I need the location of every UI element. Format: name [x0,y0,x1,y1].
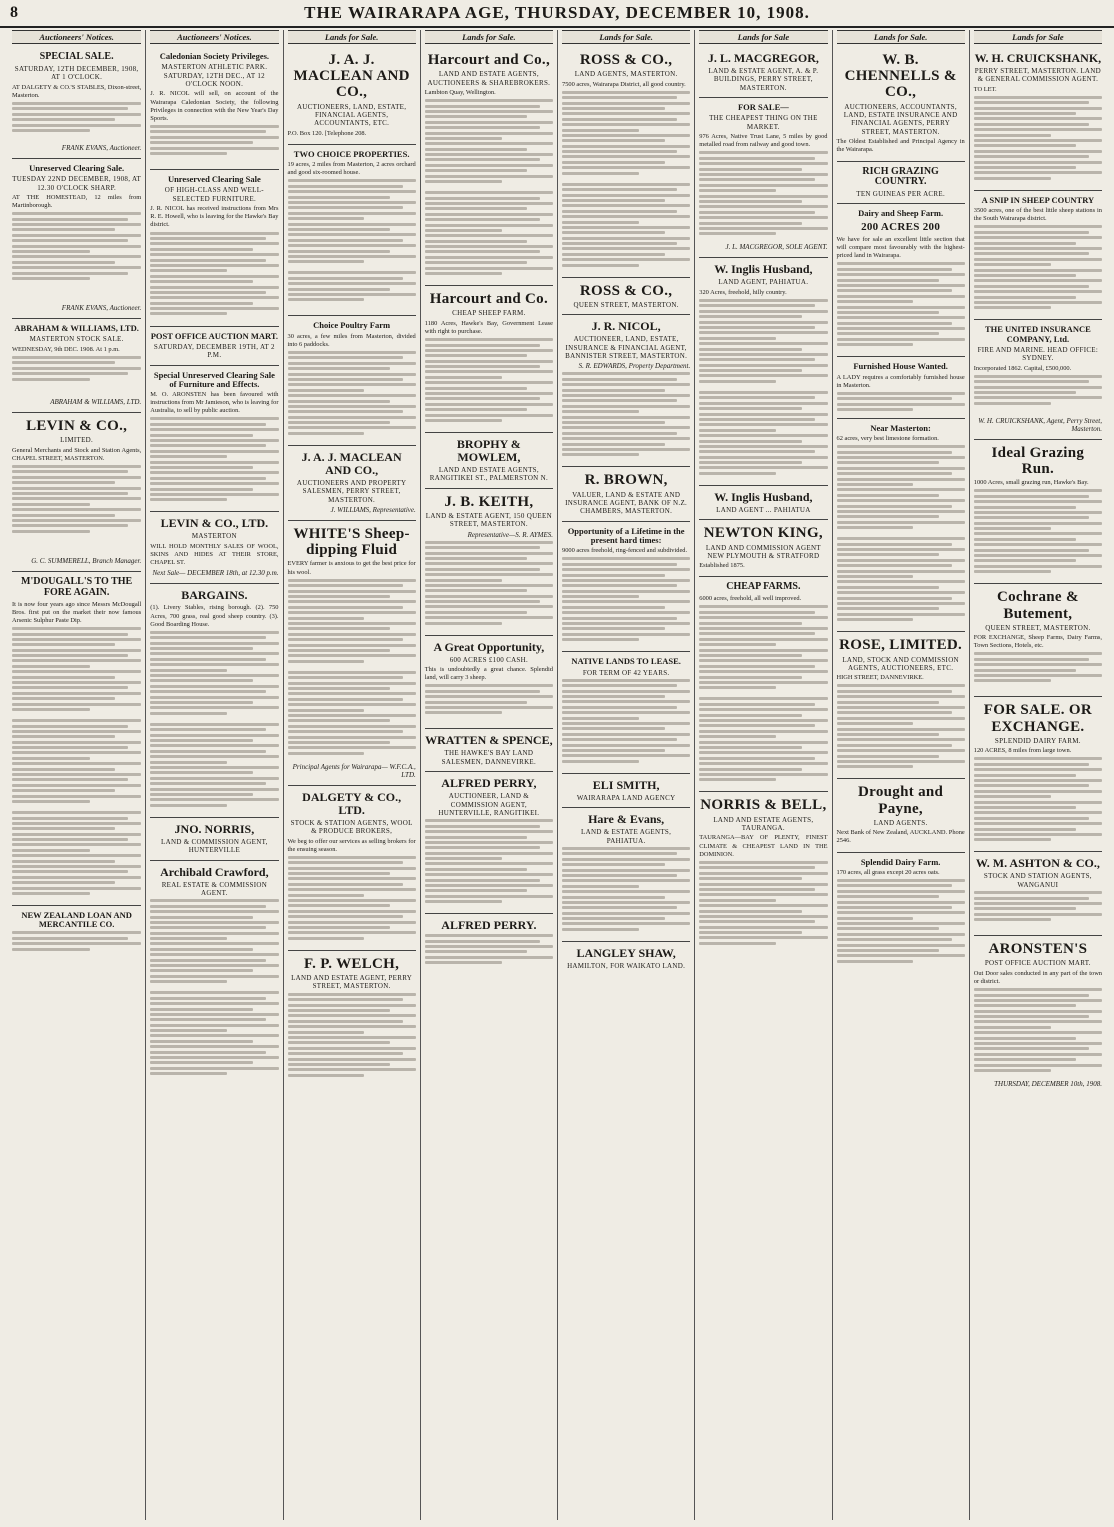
ad-text: 170 acres, all grass except 20 acres oats. [836,868,940,876]
ad-text: M. O. ARONSTEN has been favoured with instructions from Mr Jamieson, who is leaving for Australia, to sell by public auction. [150,390,279,415]
ad-poultry-farm [288,316,416,446]
ad-body-lines [425,934,553,974]
ad-title: THE UNITED INSURANCE COMPANY, Ltd. [984,324,1091,344]
ad-title: Near Masterton: [870,422,931,433]
column-header: Lands for Sale [699,30,827,44]
ad-body-lines [12,931,141,953]
ad-dairy-sheep [837,204,965,357]
ad-body-lines [12,719,141,809]
column-7 [832,30,969,1520]
column-header: Auctioneers' Notices. [12,30,141,44]
ad-title: Special Unreserved Clearing Sale of Furniture and Effects. [153,369,275,389]
ad-archibald-crawford [150,861,278,1086]
ad-subtitle: AUCTIONEERS AND PROPERTY SALESMEN, PERRY STREET, MASTERTON. [296,478,407,504]
ad-subtitle: LAND AND ESTATE AGENT, PERRY STREET, MASTERTON. [291,974,413,991]
ad-body-lines [699,391,827,481]
ad-subtitle: MASTERTON STOCK SALE. [29,335,124,344]
page-number: 8 [10,4,18,21]
ad-body-lines [974,652,1102,692]
ad-body-lines [425,338,553,428]
ad-body-lines [288,351,416,441]
ad-title: NATIVE LANDS TO LEASE. [571,656,681,667]
ad-subtitle: FOR TERM OF 42 YEARS. [582,668,670,677]
ad-levin-wool [150,512,278,584]
ad-subtitle: CHEAP SHEEP FARM. [452,309,526,318]
ad-body-lines [12,212,141,302]
ad-text: Out Door sales conducted in any part of the town or district. [973,969,1102,985]
ad-subtitle: AUCTIONEER, LAND & COMMISSION AGENT, HUNTERVILLE, RANGITIKEI. [438,792,540,817]
ad-body-lines [562,557,690,647]
ad-body-lines [562,372,690,462]
ad-macgregor [699,47,827,98]
ad-harcourt [425,47,553,286]
ad-subtitle: LAND & COMMISSION AGENT, HUNTERVILLE [161,837,268,855]
ad-text: A LADY requires a comfortably furnished house in Masterton. [836,373,965,389]
ad-eli-smith [562,774,690,808]
ad-body-lines [288,579,416,669]
ad-unreserved-furniture [150,170,278,327]
ad-alfred-perry-2 [425,914,553,978]
ad-inglis-husband [699,258,827,486]
ad-body-lines [974,225,1102,315]
ad-subtitle: LAND AGENTS. [873,818,928,827]
column-2 [145,30,282,1520]
ad-subtitle: LAND & ESTATE AGENTS, PAHIATUA. [581,828,672,845]
ad-signature: FRANK EVANS, Auctioneer. [61,143,142,152]
ad-title: F. P. WELCH, [304,955,400,972]
ad-title: Dairy and Sheep Farm. [858,208,944,219]
ad-aronstens [974,936,1102,1094]
ad-signature: J. WILLIAMS, Representative. [330,506,416,515]
ad-title: POST OFFICE AUCTION MART. [150,330,279,341]
ad-subtitle: WAIRARAPA LAND AGENCY [576,793,676,802]
ad-body-lines [974,96,1102,186]
ad-maclean [288,47,416,145]
ad-title: DALGETY & CO., LTD. [302,789,402,817]
ad-subtitle: AUCTIONEER, LAND, ESTATE, INSURANCE & FINANCIAL AGENT, BANNISTER STREET, MASTERTON. [565,335,688,361]
ad-ashton [974,852,1102,936]
ad-title: ROSE, LIMITED. [839,637,963,654]
ad-title: ARONSTEN'S [988,941,1088,958]
ad-body-lines [150,899,278,989]
ad-signature: THURSDAY, DECEMBER 10th, 1908. [994,1080,1102,1089]
ad-title: J. L. MACGREGOR, [707,51,819,65]
ad-signature: Representative—S. R. AYMES. [467,530,553,539]
ad-title: LEVIN & CO., LTD. [160,516,269,531]
ad-subtitle: POST OFFICE AUCTION MART. [984,959,1091,968]
ad-title: WRATTEN & SPENCE, [425,733,553,748]
ad-title: ELI SMITH, [592,777,660,792]
ad-body-lines [699,605,827,695]
ad-text: J. R. NICOL has received instructions from Mrs R. E. Howell, who is leaving for the Hawke's Bay district. [150,205,279,229]
column-4 [420,30,557,1520]
ad-text: 9000 acres freehold, ring-fenced and subdivided. [562,547,688,555]
ad-body-lines [425,99,553,189]
column-header: Lands for Sale. [288,30,416,44]
ad-body-lines [288,993,416,1083]
masthead [0,0,1114,28]
ad-subtitle: 600 ACRES £100 CASH. [449,655,529,664]
ad-inglis-husband-2 [699,486,827,520]
ad-subtitle: LAND AND ESTATE AGENTS, AUCTIONEERS & SHAREBROKERS. [427,70,551,87]
ad-text: P.O. Box 120. [Telephone 208. [287,129,367,137]
ad-wratten-spence [425,729,553,772]
ad-title: Unreserved Clearing Sale [167,174,261,185]
ad-text: (1). Livery Stables, rising borough. (2). 750 Acres, 700 grass, real good sheep country. (3). Good Boarding House. [150,604,279,628]
ad-subtitle: LAND AND COMMISSION AGENT NEW PLYMOUTH & STRATFORD [705,543,821,560]
ad-body-lines [974,489,1102,579]
ad-text: AT DALGETY & CO.'S STABLES, Dixon-street, Masterton. [12,83,142,99]
ad-text: TAURANGA—BAY OF PLENTY, FINEST CLIMATE & CHEAPEST LAND IN THE DOMINION. [699,834,828,858]
ad-body-lines [837,445,965,535]
ad-text: 1000 Acres, small grazing run, Hawke's Bay. [973,479,1089,487]
ad-for-sale-cheapest [699,98,827,258]
ad-text: 120 ACRES, 8 miles from large town. [973,747,1072,755]
ad-title: LEVIN & CO., [26,418,128,435]
ad-subtitle: SPLENDID DAIRY FARM. [994,736,1081,745]
ad-title: ALFRED PERRY, [441,776,537,791]
ad-caledonian [150,47,278,170]
ad-signature: G. C. SUMMERELL, Branch Manager. [31,556,142,565]
ad-furnished-house [837,357,965,419]
ad-newton-king [699,520,827,577]
ad-title: TWO CHOICE PROPERTIES. [293,148,410,159]
ad-body-lines [150,232,278,322]
ad-title: LANGLEY SHAW, [576,946,676,960]
ad-subtitle: OF HIGH-CLASS AND WELL-SELECTED FURNITURE. [164,186,264,203]
ad-body-lines [288,856,416,946]
ad-title: Caledonian Society Privileges. [159,51,270,61]
ad-body-lines [12,811,141,901]
ad-body-lines [562,847,690,937]
ad-whites-fluid [288,521,416,786]
ad-body-lines [562,679,690,769]
ad-title: FOR SALE— [737,102,789,113]
ad-text: HIGH STREET, DANNEVIRKE. [836,674,924,682]
ad-levin-co [12,413,141,572]
ad-body-lines [425,819,553,909]
ad-signature: ABRAHAM & WILLIAMS, LTD. [50,398,142,407]
ad-title: Unreserved Clearing Sale. [29,162,125,173]
ad-body-lines [288,671,416,761]
ad-title: A Great Opportunity, [433,639,545,654]
ad-signature: Next Sale— DECEMBER 18th, at 12.30 p.m. [152,569,279,578]
ad-title: W. M. ASHTON & CO., [975,856,1100,871]
ad-body-lines [699,151,827,241]
ad-title: ALFRED PERRY. [441,918,537,933]
ad-body-lines [12,102,141,142]
ad-title: Choice Poultry Farm [313,320,391,331]
ad-title: Opportunity of a Lifetime in the present hard times: [567,525,685,545]
ad-text: EVERY farmer is anxious to get the best price for his wool. [287,560,416,576]
ad-title: Ideal Grazing Run. [991,444,1085,477]
ad-subtitle: STOCK AND STATION AGENTS, WANGANUI [983,872,1092,889]
ad-body-lines [974,988,1102,1078]
ad-ross-co [562,47,690,278]
newspaper-title: THE WAIRARAPA AGE, THURSDAY, DECEMBER 10, 1908. [304,3,810,22]
ad-body-lines [837,879,965,969]
ad-subtitle: AUCTIONEERS, LAND, ESTATE, FINANCIAL AGENTS, ACCOUNTANTS, ETC. [296,102,407,128]
ad-title: Furnished House Wanted. [853,361,948,372]
ad-body-lines [974,757,1102,847]
ad-cheap-farms [699,577,827,792]
ad-bargains [150,584,278,818]
ad-title: RICH GRAZING COUNTRY. [862,165,939,188]
ad-fp-welch [288,951,416,1087]
ad-rose-limited [837,632,965,779]
ad-title: A SNIP IN SHEEP COUNTRY [981,194,1095,205]
ad-subtitle: FIRE AND MARINE. HEAD OFFICE: SYDNEY. [977,345,1099,363]
ad-title: CHEAP FARMS. [726,581,801,593]
ad-body-lines [150,417,278,507]
ad-title: SPECIAL SALE. [39,51,114,62]
ad-text: Next Bank of New Zealand, AUCKLAND. Phone 2546. [836,829,965,845]
ad-maclean-2 [288,446,416,521]
ad-subtitle: 200 ACRES 200 [861,220,941,233]
ad-clearing-sale [12,159,141,319]
ad-body-lines [150,631,278,721]
ad-great-opportunity [425,636,553,730]
ad-title: Hare & Evans, [588,812,665,827]
ad-subtitle: MASTERTON [191,532,237,541]
ad-text: 19 acres, 2 miles from Masterton, 2 acres orchard and good six-roomed house. [287,161,416,177]
ad-text: FOR EXCHANGE, Sheep Farms, Dairy Farms, Town Sections, Hotels, etc. [973,634,1102,650]
ad-title: ROSS & CO., [579,282,673,299]
ad-native-lands [562,652,690,774]
ad-body-lines [425,541,553,631]
ad-title: J. R. NICOL, [591,319,661,334]
ad-subtitle: LAND AND ESTATE AGENTS, RANGITIKEI ST., PALMERSTON N. [429,466,548,483]
ad-title: WHITE'S Sheep-dipping Fluid [293,526,410,559]
ad-text: This is undoubtedly a great chance. Splendid land, will carry 3 sheep. [424,666,553,682]
ad-subtitle: LAND & ESTATE AGENT, A. & P. BUILDINGS, PERRY STREET, MASTERTON. [708,66,819,92]
ad-text: 3500 acres, one of the best little sheep stations in the South Wairarapa district. [973,207,1102,223]
column-header: Auctioneers' Notices. [150,30,278,44]
column-header: Lands for Sale. [562,30,690,44]
ad-subtitle: VALUER, LAND & ESTATE AND INSURANCE AGENT, BANK OF N.Z. CHAMBERS, MASTERTON. [565,490,688,516]
ad-subtitle: THE HAWKE'S BAY LAND SALESMEN, DANNEVIRKE. [441,749,537,766]
ad-body-lines [837,537,965,627]
ad-post-office-mart [150,327,278,366]
ad-drought-payne [837,779,965,852]
ad-body-lines [12,465,141,555]
ad-opportunity-lifetime [562,522,690,653]
ad-text: Incorporated 1862. Capital, £500,000. [973,364,1072,372]
ad-body-lines [288,271,416,311]
ad-signature: FRANK EVANS, Auctioneer. [61,304,142,313]
ad-body-lines [150,723,278,813]
ad-signature: W. H. CRUICKSHANK, Agent, Perry Street, Masterton. [978,416,1102,433]
ad-subtitle: QUEEN STREET, MASTERTON. [985,623,1091,632]
ad-body-lines [12,627,141,717]
ad-body-lines [425,684,553,724]
ad-subtitle: LAND AND ESTATE AGENTS, TAURANGA. [713,815,814,833]
ad-subtitle: PERRY STREET, MASTERTON. LAND & GENERAL COMMISSION AGENT. [974,66,1101,84]
ad-title: J. A. J. MACLEAN AND CO., [301,450,402,477]
ad-title: J. A. J. MACLEAN AND CO., [293,52,410,101]
ad-text: AT THE HOMESTEAD, 12 miles from Martinborough. [12,193,142,210]
column-1 [8,30,145,1520]
ad-signature: J. L. MACGREGOR, SOLE AGENT. [725,243,828,252]
ad-subtitle: HAMILTON, FOR WAIKATO LAND. [567,961,686,970]
ad-dalgety [288,786,416,951]
ad-snip-sheep [974,191,1102,321]
ad-title: NEW ZEALAND LOAN AND MERCANTILE CO. [21,910,132,930]
ad-text: TO LET. [973,85,997,93]
ad-jr-nicol [562,315,690,467]
ad-cochrane-butement [974,584,1102,697]
ad-for-sale-exchange [974,697,1102,852]
ad-title: NORRIS & BELL, [700,797,827,814]
ad-title: FOR SALE. OR EXCHANGE. [983,702,1092,735]
ad-text: WEDNESDAY, 9th DEC. 1908. At 1 p.m. [12,345,120,353]
ad-title: W. B. CHENNELLS & CO., [844,52,957,101]
ad-text: 976 Acres, Native Trust Lane, 5 miles by good metalled road from railway and good town. [699,133,828,149]
ad-title: ABRAHAM & WILLIAMS, LTD. [14,323,139,334]
ad-body-lines [150,991,278,1081]
ad-norris-bell [699,792,827,955]
ad-title: W. Inglis Husband, [714,262,813,277]
ad-subtitle: AUCTIONEERS, ACCOUNTANTS, LAND, ESTATE INSURANCE AND FINANCIAL AGENTS, PERRY STREET, MASTERTON. [843,102,958,136]
ad-title: Splendid Dairy Farm. [860,856,941,867]
ad-subtitle: LAND AGENT, PAHIATUA. [718,278,809,287]
column-grid [8,30,1106,1520]
ad-special-clearing [150,366,278,513]
ad-title: W. Inglis Husband, [714,489,813,504]
ad-subtitle: THE CHEAPEST THING ON THE MARKET. [709,114,818,131]
column-header: Lands for Sale. [837,30,965,44]
ad-united-insurance [974,320,1102,439]
ad-body-lines [562,183,690,273]
ad-body-lines [12,356,141,396]
ad-subtitle: TEN GUINEAS PER ACRE. [856,190,945,199]
ad-subtitle: LIMITED. [60,436,94,445]
ad-chennells [837,47,965,162]
ad-text: It is now four years ago since Messrs McDougall Bros. first put on the market their now famous Arsenic Sulphur Paste Dip. [12,600,142,624]
ad-stock-sale [12,319,141,413]
ad-title: Harcourt and Co. [429,291,549,308]
ad-text: WILL HOLD MONTHLY SALES OF WOOL, SKINS AND HIDES AT THEIR STORE, CHAPEL ST. [150,542,279,567]
ad-body-lines [288,179,416,269]
ad-text: 7500 acres, Wairarapa District, all good country. [562,80,686,88]
ad-jb-keith [425,489,553,636]
ad-body-lines [562,91,690,181]
ad-title: BARGAINS. [181,588,248,603]
ad-hare-evans [562,808,690,942]
column-8 [969,30,1106,1520]
ad-title: R. BROWN, [584,472,668,489]
ad-title: NEWTON KING, [703,525,823,542]
ad-title: Archibald Crawford, [160,864,269,879]
column-3 [283,30,420,1520]
ad-ideal-grazing [974,440,1102,585]
ad-title: Harcourt and Co., [427,52,551,68]
ad-text: We beg to offer our services as selling brokers for the ensuing season. [287,837,416,853]
ad-subtitle: QUEEN STREET, MASTERTON. [573,300,679,309]
column-header: Lands for Sale. [425,30,553,44]
ad-text: J. R. NICOL will sell, on account of the Wairarapa Caledonian Society, the following Privileges in connection with the New Year's Day Sports. [150,90,279,122]
ad-subtitle: SATURDAY, 12TH DECEMBER, 1908, AT 1 O'CLOCK. [14,64,139,82]
ad-title: Drought and Payne, [858,784,944,817]
ad-body-lines [699,697,827,787]
ad-subtitle: LAND & ESTATE AGENT, 150 QUEEN STREET, MASTERTON. [425,511,552,529]
ad-body-lines [837,262,965,352]
ad-signature: Principal Agents for Wairarapa— W.F.C.A., LTD. [292,762,416,779]
ad-subtitle: TUESDAY 22ND DECEMBER, 1908, AT 12.30 O'CLOCK SHARP. [12,175,142,192]
ad-title: M'DOUGALL'S TO THE FORE AGAIN. [21,575,133,598]
ad-two-choice [288,145,416,317]
ad-text: 6000 acres, freehold, all well improved. [699,595,802,603]
ad-subtitle: SATURDAY, DECEMBER 19TH, AT 2 P.M. [153,342,275,360]
ad-body-lines [699,861,827,951]
ad-alfred-perry [425,772,553,914]
ad-signature: S. R. EDWARDS, Property Department. [578,362,691,371]
ad-title: ROSS & CO., [579,52,673,68]
ad-mcdougalls [12,572,141,906]
ad-harcourt-2 [425,286,553,433]
ad-jno-norris [150,818,278,861]
ad-nz-loan [12,906,141,957]
ad-title: J. B. KEITH, [444,493,534,510]
ad-text: 62 acres, very best limestone formation. [836,435,939,443]
column-6 [694,30,831,1520]
ad-splendid-dairy [837,853,965,973]
ad-subtitle: LAND AGENTS, MASTERTON. [574,70,678,79]
ad-text: 30 acres, a few miles from Masterton, divided into 6 paddocks. [287,332,416,348]
column-5 [557,30,694,1520]
ad-title: BROPHY & MOWLEM, [456,437,521,465]
ad-subtitle: LAND AGENT ... PAHIATUA [716,505,811,514]
column-header: Lands for Sale [974,30,1102,44]
ad-subtitle: MASTERTON ATHLETIC PARK. SATURDAY, 12TH DEC., AT 12 O'CLOCK NOON. [161,63,268,88]
ad-title: Cochrane & Butement, [997,589,1079,622]
ad-title: W. H. CRUICKSHANK, [974,51,1102,65]
ad-special-sale [12,47,141,159]
ad-text: 320 Acres, freehold, hilly country. [699,288,787,296]
ad-near-masterton [837,419,965,632]
ad-body-lines [837,684,965,774]
ad-body-lines [150,125,278,165]
ad-r-brown [562,467,690,521]
ad-body-lines [425,191,553,281]
ad-brophy [425,433,553,489]
ad-text: We have for sale an excellent little section that will compare most favourably with the highest-priced land in Wairarapa. [836,235,965,260]
ad-rich-grazing [837,162,965,205]
ad-text: The Oldest Established and Principal Agency in the Wairarapa. [836,138,965,154]
ad-langley-shaw [562,942,690,975]
ad-subtitle: STOCK & STATION AGENTS, WOOL & PRODUCE BROKERS, [290,818,413,836]
ad-text: General Merchants and Stock and Station Agents, CHAPEL STREET, MASTERTON. [12,446,142,462]
ad-body-lines [837,392,965,414]
ad-title: JNO. NORRIS, [174,821,255,836]
ad-subtitle: LAND, STOCK AND COMMISSION AGENTS, AUCTIONEERS, ETC. [842,655,959,672]
ad-body-lines [974,375,1102,415]
ad-text: 1180 Acres, Hawke's Bay, Government Lease with right to purchase. [424,319,553,335]
ad-body-lines [699,299,827,389]
ad-text: Lambton Quay, Wellington. [424,88,496,96]
ad-ross-co-2 [562,278,690,316]
ad-text: Established 1875. [699,562,745,570]
ad-cruickshank [974,47,1102,191]
ad-body-lines [974,891,1102,931]
ad-subtitle: REAL ESTATE & COMMISSION AGENT. [161,880,268,897]
